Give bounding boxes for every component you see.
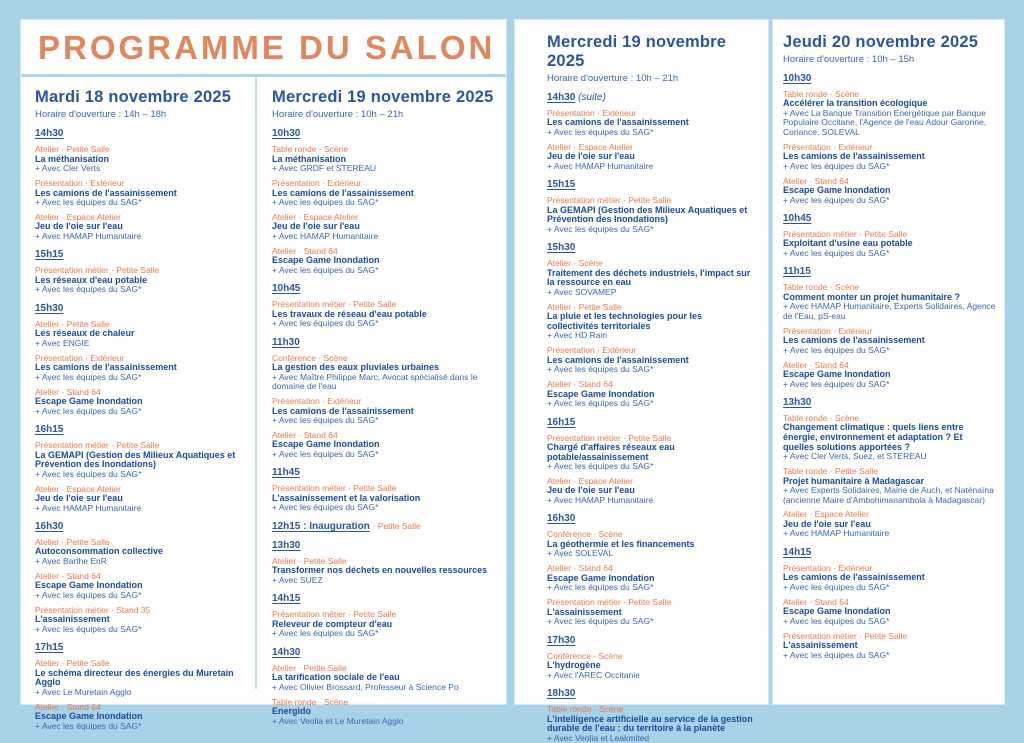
event-category: Atelier · Stand 64 — [272, 430, 338, 441]
opening-hours: Horaire d'ouverture : 10h – 21h — [272, 109, 404, 121]
event-speakers: + Avec les équipes du SAG* — [783, 378, 890, 389]
event-category: Atelier · Espace Atelier — [547, 476, 633, 487]
event-speakers: + Avec Experts Solidaires, Mairie de Auch, et Natènaïna (ancienne Maire d'Ambohimanambola à Madagascar) — [783, 485, 994, 505]
event — [272, 664, 496, 692]
event — [35, 388, 245, 416]
event-category: Atelier · Stand 64 — [783, 596, 849, 607]
event-speakers: + Avec les équipes du SAG* — [35, 623, 142, 634]
event-category: Atelier · Espace Atelier — [783, 509, 869, 520]
event-speakers: + Avec HAMAP Humanitaire, Experts Solidaires, Agence de l'Eau, pS-eau — [783, 301, 996, 321]
event-title: L'assainissement et la valorisation — [272, 492, 421, 503]
event-title: La tarification sociale de l'eau — [272, 672, 400, 683]
event — [272, 179, 496, 207]
event — [35, 441, 245, 479]
time-text: 16h30 — [35, 521, 64, 533]
day-heading: Mercredi 19 novembre 2025 — [272, 88, 494, 107]
event-category: Atelier · Petite Salle — [547, 301, 622, 312]
event-category: Présentation métier · Petite Salle — [783, 229, 908, 239]
event-category: Atelier · Scène — [547, 258, 603, 269]
event-speakers: + Avec les équipes du SAG* — [35, 284, 142, 295]
event-title: Escape Game Inondation — [783, 369, 891, 380]
event-title: L'assainissement — [547, 606, 622, 617]
event — [35, 485, 245, 513]
event — [783, 414, 996, 462]
event-category: Présentation métier · Petite Salle — [272, 609, 397, 620]
event-title: Escape Game Inondation — [272, 255, 380, 266]
event-speakers: + Avec La Banque Transition Energétique par Banque Populaire Occitane, l'Agence de l'eau Adour Garonne, Coriance, SOLEVAL — [783, 107, 987, 137]
event-title: L'intelligence artificielle au service de la gestion durable de l'eau : du territoire à la planète — [547, 713, 753, 734]
event-category: Présentation · Extérieur — [272, 178, 362, 189]
event-speakers: + Avec les équipes du SAG* — [547, 223, 654, 234]
event — [783, 598, 996, 626]
event-category: Présentation métier · Petite Salle — [547, 195, 672, 206]
event-title: Transformer nos déchets en nouvelles ressources — [272, 565, 488, 576]
time-text: 11h15 — [783, 266, 811, 278]
event-speakers: + Avec les équipes du SAG* — [783, 615, 890, 626]
event-speakers: + Avec les équipes du SAG* — [783, 649, 890, 660]
event — [35, 606, 245, 634]
event — [35, 572, 245, 600]
event-category: Présentation métier · Stand 35 — [35, 604, 151, 615]
event-speakers: + Avec Cler Verts, Suez, et STEREAU — [783, 451, 927, 462]
event-speakers: + Avec Veolia et Leakmited — [547, 732, 650, 743]
day-heading: Mercredi 19 novembre 2025 — [547, 33, 727, 70]
event-category: Conférence · Scène — [547, 529, 623, 540]
time-slot-label — [547, 513, 756, 524]
event — [272, 698, 496, 726]
event-category: Table ronde · Petite Salle — [783, 466, 878, 477]
event — [547, 109, 756, 137]
event-speakers: + Avec les équipes du SAG* — [272, 415, 379, 426]
event-category: Atelier · Stand 64 — [272, 245, 338, 256]
time-text: 14h15 — [783, 546, 812, 558]
event-speakers: + Avec les équipes du SAG* — [35, 589, 142, 600]
event — [783, 143, 996, 171]
event-title: La méthanisation — [272, 153, 347, 164]
time-slot-label — [783, 397, 996, 408]
event — [272, 610, 496, 638]
event — [783, 467, 996, 505]
event-speakers: + Avec les équipes du SAG* — [547, 398, 654, 409]
event-category: Présentation métier · Petite Salle — [783, 630, 908, 641]
event-speakers: + Avec les équipes du SAG* — [547, 364, 654, 375]
event-title: Les camions de l'assainissement — [783, 572, 925, 583]
time-slot-label — [783, 73, 996, 84]
time-text: 10h30 — [783, 72, 812, 84]
event-speakers: + Avec les équipes du SAG* — [35, 405, 142, 416]
event-title: Energido — [272, 705, 312, 716]
event-speakers: + Avec Maître Philippe Marc, Avocat spécialisé dans le domaine de l'eau — [272, 371, 478, 392]
event-speakers: + Avec les équipes du SAG* — [783, 194, 890, 205]
event — [547, 303, 756, 341]
day-heading: Jeudi 20 novembre 2025 — [783, 33, 979, 51]
event-category: Atelier · Stand 64 — [35, 701, 101, 712]
event-speakers: + Avec SUEZ — [272, 574, 323, 585]
event-speakers: + Avec GRDF et STEREAU — [272, 163, 377, 174]
event-category: Atelier · Stand 64 — [35, 570, 101, 581]
time-text: 15h15 — [547, 179, 576, 191]
opening-hours: Horaire d'ouverture : 10h – 15h — [783, 53, 915, 65]
event-title: Escape Game Inondation — [783, 606, 891, 617]
event — [783, 230, 996, 258]
page-title: PROGRAMME DU SALON — [38, 29, 496, 66]
event-category: Atelier · Petite Salle — [35, 658, 110, 669]
event-category: Présentation · Extérieur — [783, 562, 873, 573]
time-slot-label — [547, 242, 756, 253]
time-slot-label — [272, 128, 496, 139]
event-category: Conférence · Scène — [547, 650, 623, 661]
event-speakers: + Avec SOVAMEP — [547, 286, 617, 297]
event — [35, 703, 245, 731]
side-card-mercredi-suite — [514, 19, 769, 743]
time-text: 14h30 — [547, 91, 576, 103]
event — [783, 90, 996, 137]
event-title: Exploitant d'usine eau potable — [783, 238, 913, 249]
event — [35, 354, 245, 382]
event-title: Accélérer la transition écologique — [783, 98, 928, 109]
event-speakers: + Avec les équipes du SAG* — [783, 248, 890, 258]
time-text: 15h30 — [547, 242, 576, 254]
event-title: Autoconsommation collective — [35, 546, 164, 557]
event — [272, 484, 496, 512]
event — [272, 397, 496, 425]
event-category: Atelier · Stand 64 — [783, 175, 849, 186]
event-category: Présentation métier · Petite Salle — [547, 597, 672, 608]
time-slot-label — [547, 688, 756, 699]
event-title: La GEMAPI (Gestion des Milieux Aquatiques et Prévention des Inondations) — [35, 449, 236, 470]
time-slot-label — [783, 213, 996, 224]
event-title: La GEMAPI (Gestion des Milieux Aquatiques et Prévention des Inondations) — [547, 204, 748, 225]
event-category: Atelier · Stand 64 — [35, 386, 101, 397]
event-category: Atelier · Petite Salle — [272, 662, 347, 673]
event-category: Présentation · Extérieur — [35, 352, 125, 363]
event-speakers: + Avec HAMAP Humanitaire — [35, 502, 142, 513]
event-category: Atelier · Stand 64 — [547, 379, 613, 390]
time-slot-label — [272, 467, 496, 478]
time-slot-label — [272, 337, 496, 348]
day-column-jeudi-20 — [773, 20, 1004, 704]
day-column-mardi-18 — [21, 77, 255, 731]
time-text: 10h45 — [272, 283, 301, 295]
event — [547, 705, 756, 743]
event-title: Les camions de l'assainissement — [35, 187, 177, 198]
event-title: L'assainissement — [783, 640, 858, 651]
event-title: Les camions de l'assainissement — [783, 151, 925, 162]
event — [547, 564, 756, 592]
event-title: La pluie et les technologies pour les collectivités territoriales — [547, 311, 703, 331]
event-category: Présentation métier · Petite Salle — [35, 265, 160, 276]
event-category: Atelier · Petite Salle — [272, 555, 347, 566]
time-slot-label — [272, 593, 496, 604]
event-speakers: + Avec HAMAP Humanitaire — [272, 231, 379, 242]
time-text: 14h15 — [272, 593, 301, 605]
event-category: Atelier · Stand 64 — [783, 359, 849, 370]
event-speakers: + Avec Barthe EnR — [35, 556, 107, 567]
event — [783, 510, 996, 538]
event — [35, 659, 245, 697]
time-slot-label — [272, 283, 496, 294]
time-text: 16h30 — [547, 513, 576, 525]
opening-hours: Horaire d'ouverture : 10h – 21h — [547, 72, 679, 84]
event — [272, 431, 496, 459]
event-title: Les camions de l'assainissement — [35, 362, 177, 373]
time-slot-label — [783, 266, 996, 277]
event-speakers: + Avec les équipes du SAG* — [272, 197, 379, 208]
event-speakers: + Avec les équipes du SAG* — [272, 628, 379, 639]
event-category: Présentation · Extérieur — [783, 141, 873, 152]
event — [272, 213, 496, 241]
event — [35, 320, 245, 348]
event — [35, 266, 245, 294]
event-title: Escape Game Inondation — [272, 439, 380, 450]
event-speakers: + Avec Le Muretain Agglo — [35, 686, 132, 697]
time-text: 11h30 — [272, 336, 300, 348]
event-speakers: + Avec HAMAP Humanitaire — [35, 231, 142, 242]
event-speakers: + Avec l'AREC Occitanie — [547, 669, 640, 680]
event-category: Table ronde · Scène — [783, 88, 860, 99]
event-speakers: + Avec les équipes du SAG* — [783, 160, 890, 171]
time-slot-label — [35, 424, 245, 435]
event-speakers: + Avec SOLEVAL — [547, 548, 614, 559]
time-text: 13h30 — [272, 539, 301, 551]
event-category: Présentation métier · Petite Salle — [272, 299, 397, 310]
event-category: Atelier · Espace Atelier — [35, 483, 121, 494]
time-slot-label — [35, 303, 245, 314]
event-category: Présentation métier · Petite Salle — [35, 440, 160, 451]
event-speakers: + Avec les équipes du SAG* — [35, 468, 142, 479]
event — [272, 145, 496, 173]
event-title: La géothermie et les financements — [547, 538, 695, 549]
event-title: Chargé d'affaires réseaux eau potable/assainissement — [547, 441, 675, 462]
event-speakers: + Avec les équipes du SAG* — [272, 264, 379, 275]
event-category: Présentation · Extérieur — [547, 345, 637, 356]
event-title: Les camions de l'assainissement — [547, 354, 689, 365]
event — [272, 354, 496, 392]
event-speakers: + Avec HD Rain — [547, 330, 608, 341]
time-text: 14h30 — [35, 128, 64, 140]
event-title: Jeu de l'oie sur l'eau — [547, 485, 635, 496]
event — [783, 283, 996, 321]
event — [547, 380, 756, 408]
event-speakers: + Avec les équipes du SAG* — [547, 582, 654, 593]
event-title: Les réseaux d'eau potable — [35, 274, 148, 285]
event-speakers: + Avec les équipes du SAG* — [35, 197, 142, 208]
time-inline-category: · Petite Salle — [372, 520, 421, 531]
event-category: Atelier · Petite Salle — [35, 537, 110, 548]
event — [547, 530, 756, 558]
event-title: Jeu de l'oie sur l'eau — [272, 221, 360, 232]
time-text: 17h15 — [35, 642, 64, 654]
event — [547, 259, 756, 297]
event-title: Comment monter un projet humanitaire ? — [783, 291, 961, 302]
event — [272, 247, 496, 275]
time-text: 11h45 — [272, 467, 300, 479]
time-slot-label — [547, 179, 756, 190]
event — [783, 327, 996, 355]
event-title: Les camions de l'assainissement — [272, 405, 414, 416]
event-speakers: + Avec Cler Verts — [35, 163, 101, 174]
event-title: Changement climatique : quels liens entre énergie, environnement et adaptation ? Et quelles solutions apportées ? — [783, 422, 964, 452]
event-speakers: + Avec les équipes du SAG* — [547, 616, 654, 627]
time-slot-label — [35, 521, 245, 532]
event-category: Conférence · Scène — [272, 352, 348, 363]
time-slot-label — [35, 642, 245, 653]
time-slot-label — [35, 128, 245, 139]
event — [783, 177, 996, 205]
event — [547, 143, 756, 171]
event-category: Table ronde · Scène — [547, 704, 624, 715]
time-text: 16h15 — [35, 424, 64, 436]
time-text: 14h30 — [272, 646, 301, 658]
event-speakers: + Avec HAMAP Humanitaire — [547, 495, 654, 506]
event-title: Escape Game Inondation — [35, 711, 143, 722]
time-slot-label — [272, 521, 496, 532]
time-slot-label — [272, 540, 496, 551]
event-title: Jeu de l'oie sur l'eau — [783, 518, 871, 529]
event-title: Escape Game Inondation — [35, 396, 143, 407]
time-text: 18h30 — [547, 688, 576, 700]
event-category: Table ronde · Scène — [783, 282, 860, 293]
time-text: 10h45 — [783, 213, 812, 224]
event — [35, 213, 245, 241]
time-text: 13h30 — [783, 397, 812, 409]
time-slot-label — [547, 92, 756, 103]
event-speakers: + Avec les équipes du SAG* — [272, 449, 379, 460]
event-category: Atelier · Petite Salle — [35, 318, 110, 329]
event-speakers: + Avec les équipes du SAG* — [272, 318, 379, 329]
event — [35, 538, 245, 566]
event — [35, 179, 245, 207]
event-speakers: + Avec ENGIE — [35, 337, 90, 348]
event-title: Le schéma directeur des énergies du Muretain Agglo — [35, 667, 234, 688]
event — [547, 477, 756, 505]
event-title: Traitement des déchets industriels, l'impact sur la ressource en eau — [547, 267, 751, 288]
event-category: Présentation métier · Petite Salle — [547, 432, 672, 443]
event-title: L'assainissement — [35, 614, 110, 625]
event — [272, 300, 496, 328]
event-title: Les camions de l'assainissement — [272, 187, 414, 198]
event-speakers: + Avec HAMAP Humanitaire — [783, 528, 890, 539]
time-text: 15h30 — [35, 302, 64, 314]
time-slot-label — [783, 547, 996, 558]
time-slot-label — [547, 417, 756, 428]
time-text: 12h15 : Inauguration — [272, 520, 370, 532]
main-card — [20, 19, 507, 731]
time-note: (suite) — [578, 91, 606, 103]
event-category: Atelier · Espace Atelier — [35, 212, 121, 223]
event — [547, 196, 756, 234]
event-category: Table ronde · Scène — [783, 413, 860, 424]
event-title: Jeu de l'oie sur l'eau — [35, 493, 123, 504]
event-category: Atelier · Stand 64 — [547, 563, 613, 574]
event — [783, 564, 996, 592]
event — [783, 361, 996, 389]
event-category: Présentation · Extérieur — [35, 178, 125, 189]
day-column-mercredi-19-suite — [515, 20, 768, 743]
event-title: Les réseaux de chaleur — [35, 328, 135, 339]
event-title: La méthanisation — [35, 153, 110, 164]
time-slot-label — [272, 647, 496, 658]
time-text: 10h30 — [272, 128, 301, 140]
event — [547, 652, 756, 680]
event-title: L'hydrogène — [547, 660, 601, 671]
event-title: Les camions de l'assainissement — [783, 335, 925, 346]
event-title: Releveur de compteur d'eau — [272, 618, 393, 629]
event-title: Escape Game Inondation — [35, 580, 143, 591]
event-speakers: + Avec les équipes du SAG* — [783, 581, 890, 592]
event-title: Escape Game Inondation — [547, 572, 655, 583]
event-speakers: + Avec Veolia et Le Muretain Agglo — [272, 715, 404, 726]
day-heading: Mardi 18 novembre 2025 — [35, 88, 232, 107]
event — [783, 632, 996, 660]
event-title: Jeu de l'oie sur l'eau — [547, 151, 635, 162]
event-speakers: + Avec les équipes du SAG* — [272, 502, 379, 513]
event — [35, 145, 245, 173]
event-speakers: + Avec les équipes du SAG* — [547, 461, 654, 472]
event — [547, 434, 756, 472]
event-category: Table ronde · Scène — [272, 696, 349, 707]
event-title: Jeu de l'oie sur l'eau — [35, 221, 123, 232]
event-speakers: + Avec HAMAP Humanitaire — [547, 160, 654, 171]
event-category: Présentation · Extérieur — [272, 396, 362, 407]
opening-hours: Horaire d'ouverture : 14h – 18h — [35, 109, 167, 121]
time-slot-label — [35, 249, 245, 260]
event-category: Présentation · Extérieur — [783, 325, 873, 336]
time-slot-label — [547, 635, 756, 646]
two-column-area — [21, 77, 506, 731]
event — [272, 557, 496, 585]
event-title: Les travaux de réseau d'eau potable — [272, 308, 427, 319]
time-text: 15h15 — [35, 249, 64, 261]
event — [547, 598, 756, 626]
event-category: Présentation métier · Petite Salle — [272, 483, 397, 494]
event-title: La gestion des eaux pluviales urbaines — [272, 362, 440, 373]
event-speakers: + Avec les équipes du SAG* — [35, 371, 142, 382]
time-text: 16h15 — [547, 416, 576, 428]
event-speakers: + Avec les équipes du SAG* — [783, 344, 890, 355]
event-title: Les camions de l'assainissement — [547, 117, 689, 128]
event-title: Escape Game Inondation — [783, 185, 891, 195]
event-category: Atelier · Petite Salle — [35, 144, 110, 155]
side-card-jeudi — [772, 19, 1005, 705]
event-speakers: + Avec les équipes du SAG* — [547, 126, 654, 137]
event-category: Table ronde · Scène — [272, 144, 349, 155]
event-speakers: + Avec les équipes du SAG* — [35, 720, 142, 731]
event — [547, 346, 756, 374]
event-title: Escape Game Inondation — [547, 388, 655, 399]
event-speakers: + Avec Olivier Brossard, Professeur à Science Po — [272, 681, 459, 692]
event-category: Atelier · Espace Atelier — [547, 141, 633, 152]
time-text: 17h30 — [547, 634, 576, 646]
event-category: Atelier · Espace Atelier — [272, 212, 358, 223]
day-column-mercredi-19 — [257, 77, 506, 726]
event-category: Présentation · Extérieur — [547, 107, 637, 118]
event-title: Projet humanitaire à Madagascar — [783, 475, 925, 486]
